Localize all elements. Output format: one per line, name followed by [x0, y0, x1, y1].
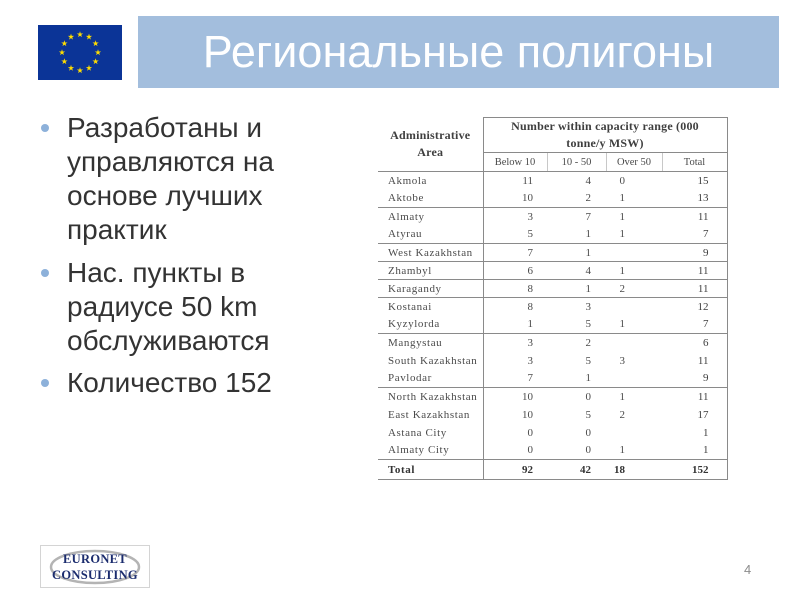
range-10-50-header: 10 - 50	[547, 153, 606, 172]
range-10-50-cell: 5	[585, 354, 591, 367]
flag-star-icon	[77, 31, 83, 37]
over-50-cell	[606, 334, 662, 352]
total-cell: 1	[662, 442, 727, 460]
below-10-total: 92	[522, 463, 533, 476]
range-10-50-cell: 1	[585, 228, 591, 241]
table-row-group	[378, 388, 727, 460]
flag-star-icon	[61, 58, 67, 64]
area-cell: Atyrau	[378, 226, 483, 244]
over-50-cell: 1	[619, 228, 625, 241]
capacity-range-header	[483, 118, 727, 153]
flag-star-icon	[77, 67, 83, 73]
below-10-cell: 0	[527, 426, 533, 439]
title-banner	[138, 16, 779, 88]
below-10-cell: 0	[527, 444, 533, 457]
area-cell: Almaty	[378, 208, 483, 226]
over-50-cell: 1	[619, 318, 625, 331]
table-row	[378, 244, 727, 262]
below-10-cell: 10	[522, 192, 533, 205]
over-50-cell: 1	[619, 192, 625, 205]
table-row	[378, 208, 727, 226]
range-10-50-cell: 4	[585, 264, 591, 277]
area-cell: Kostanai	[378, 298, 483, 316]
range-10-50-cell: 5	[585, 318, 591, 331]
range-10-50-cell: 1	[585, 282, 591, 295]
over-50-total: 18	[614, 463, 625, 476]
area-cell: West Kazakhstan	[378, 244, 483, 262]
total-cell: 11	[662, 280, 727, 298]
below-10-cell: 10	[522, 390, 533, 403]
table-row	[378, 424, 727, 442]
flag-star-icon	[68, 65, 74, 71]
total-header: Total	[662, 153, 727, 172]
grand-total: 152	[662, 460, 727, 480]
flag-star-icon	[86, 65, 92, 71]
table-row-group	[378, 244, 727, 262]
table-row-group	[378, 172, 727, 208]
flag-star-icon	[61, 40, 67, 46]
below-10-header: Below 10	[483, 153, 547, 172]
flag-star-icon	[92, 58, 98, 64]
below-10-cell: 7	[527, 372, 533, 385]
table-row	[378, 190, 727, 208]
total-cell: 11	[662, 388, 727, 406]
table-total-group	[378, 460, 727, 480]
range-10-50-cell: 1	[585, 246, 591, 259]
below-10-cell: 3	[527, 336, 533, 349]
range-10-50-cell: 0	[585, 426, 591, 439]
area-cell: Mangystau	[378, 334, 483, 352]
total-cell: 11	[662, 208, 727, 226]
over-50-cell: 1	[619, 444, 625, 457]
table-row	[378, 388, 727, 406]
table-row-group	[378, 298, 727, 334]
capacity-range-header-text: Number within capacity range (000 tonne/y MSW)	[511, 119, 699, 150]
range-10-50-cell: 0	[585, 444, 591, 457]
over-50-cell	[606, 424, 662, 442]
table-header	[378, 118, 727, 172]
total-label: Total	[378, 460, 483, 480]
bullet-text: Разработаны и управляются на основе лучших практик	[67, 112, 274, 245]
total-cell: 7	[662, 226, 727, 244]
total-cell: 12	[662, 298, 727, 316]
table-row	[378, 370, 727, 388]
below-10-cell: 3	[527, 210, 533, 223]
table-row-group	[378, 262, 727, 280]
slide-title: Региональные полигоны	[202, 26, 715, 77]
below-10-cell: 10	[522, 408, 533, 421]
over-50-cell	[606, 370, 662, 388]
table-row-group	[378, 280, 727, 298]
eu-flag-graphic	[38, 25, 122, 80]
area-cell: Astana City	[378, 424, 483, 442]
area-cell: Pavlodar	[378, 370, 483, 388]
below-10-cell: 5	[527, 228, 533, 241]
below-10-cell: 3	[527, 354, 533, 367]
below-10-cell: 11	[522, 174, 533, 187]
flag-star-icon	[86, 34, 92, 40]
below-10-cell: 7	[527, 246, 533, 259]
total-cell: 17	[662, 406, 727, 424]
range-10-50-cell: 7	[585, 210, 591, 223]
logo-text-bottom: CONSULTING	[52, 568, 138, 582]
bullet-item	[38, 111, 338, 247]
flag-star-icon	[92, 40, 98, 46]
table-row	[378, 334, 727, 352]
over-50-cell	[606, 298, 662, 316]
bullet-dot-icon	[41, 269, 49, 277]
range-10-50-cell: 2	[585, 192, 591, 205]
area-column-header	[378, 118, 483, 172]
euronet-consulting-logo	[40, 545, 150, 588]
flag-star-icon	[59, 49, 65, 55]
total-cell: 13	[662, 190, 727, 208]
table-header-row	[378, 118, 727, 153]
total-cell: 1	[662, 424, 727, 442]
bullet-dot-icon	[41, 124, 49, 132]
eu-flag-icon	[38, 25, 122, 80]
bullet-text: Количество 152	[67, 367, 272, 398]
over-50-cell: 1	[619, 390, 625, 403]
table-total-row	[378, 460, 727, 480]
total-cell: 9	[662, 370, 727, 388]
area-cell: Aktobe	[378, 190, 483, 208]
table-row	[378, 280, 727, 298]
over-50-cell: 1	[619, 264, 625, 277]
bullet-dot-icon	[41, 379, 49, 387]
table-row	[378, 442, 727, 460]
total-cell: 6	[662, 334, 727, 352]
table-row	[378, 352, 727, 370]
below-10-cell: 8	[527, 282, 533, 295]
total-cell: 7	[662, 316, 727, 334]
over-50-cell: 2	[619, 408, 625, 421]
capacity-table	[378, 117, 728, 480]
total-cell: 11	[662, 352, 727, 370]
table-row	[378, 226, 727, 244]
area-cell: East Kazakhstan	[378, 406, 483, 424]
total-cell: 15	[662, 172, 727, 190]
over-50-header: Over 50	[606, 153, 662, 172]
table-row-group	[378, 334, 727, 388]
below-10-cell: 1	[527, 318, 533, 331]
area-cell: South Kazakhstan	[378, 352, 483, 370]
table-row	[378, 262, 727, 280]
range-10-50-cell: 2	[585, 336, 591, 349]
area-column-header-text: Administrative Area	[390, 128, 471, 160]
over-50-cell: 2	[619, 282, 625, 295]
over-50-cell	[606, 244, 662, 262]
area-cell: Karagandy	[378, 280, 483, 298]
table-row	[378, 406, 727, 424]
over-50-cell: 1	[619, 210, 625, 223]
table-row-group	[378, 208, 727, 244]
area-cell: Almaty City	[378, 442, 483, 460]
total-cell: 9	[662, 244, 727, 262]
area-cell: North Kazakhstan	[378, 388, 483, 406]
table-row	[378, 316, 727, 334]
over-50-cell: 0	[619, 174, 625, 187]
below-10-cell: 8	[527, 300, 533, 313]
table-row	[378, 298, 727, 316]
area-cell: Kyzylorda	[378, 316, 483, 334]
below-10-cell: 6	[527, 264, 533, 277]
bullet-item	[38, 366, 338, 400]
range-10-50-cell: 4	[585, 174, 591, 187]
logo-text-top: EURONET	[63, 552, 127, 566]
area-cell: Zhambyl	[378, 262, 483, 280]
flag-star-icon	[95, 49, 101, 55]
over-50-cell: 3	[619, 354, 625, 367]
bullet-item	[38, 256, 338, 358]
flag-star-icon	[68, 34, 74, 40]
range-10-50-cell: 0	[585, 390, 591, 403]
range-10-50-cell: 1	[585, 372, 591, 385]
range-10-50-cell: 3	[585, 300, 591, 313]
area-cell: Akmola	[378, 172, 483, 190]
page-number: 4	[744, 562, 752, 577]
total-cell: 11	[662, 262, 727, 280]
bullet-text: Нас. пункты в радиусе 50 km обслуживаются	[67, 256, 270, 356]
range-10-50-total: 42	[580, 463, 591, 476]
range-10-50-cell: 5	[585, 408, 591, 421]
table-row	[378, 172, 727, 190]
bullet-list	[38, 111, 338, 409]
